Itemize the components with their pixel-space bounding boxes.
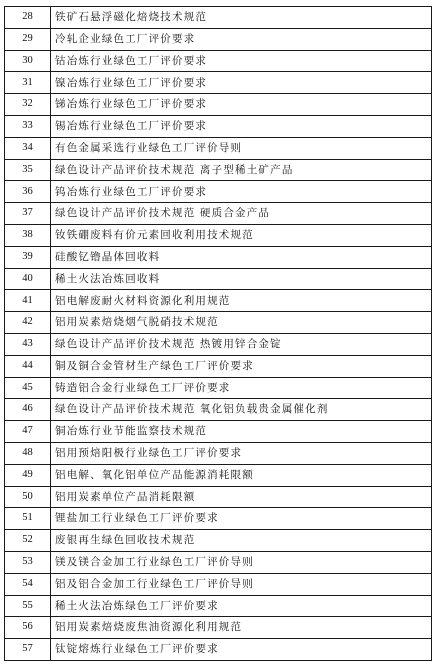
standard-name: 铝用炭素单位产品消耗限额	[51, 486, 432, 508]
row-number: 35	[5, 159, 51, 181]
row-number: 56	[5, 617, 51, 639]
standard-name: 锑冶炼行业绿色工厂评价要求	[51, 94, 432, 116]
table-row	[5, 7, 432, 29]
table-row	[5, 464, 432, 486]
standards-table	[4, 6, 432, 661]
standard-name: 钕铁硼废料有价元素回收利用技术规范	[51, 224, 432, 246]
table-row	[5, 595, 432, 617]
table-row	[5, 290, 432, 312]
table-row	[5, 137, 432, 159]
row-number: 51	[5, 508, 51, 530]
row-number: 37	[5, 203, 51, 225]
row-number: 47	[5, 421, 51, 443]
row-number: 46	[5, 399, 51, 421]
row-number: 44	[5, 355, 51, 377]
row-number: 49	[5, 464, 51, 486]
table-row	[5, 181, 432, 203]
table-row	[5, 312, 432, 334]
row-number: 28	[5, 7, 51, 29]
row-number: 39	[5, 246, 51, 268]
standard-name: 钴冶炼行业绿色工厂评价要求	[51, 50, 432, 72]
row-number: 54	[5, 573, 51, 595]
row-number: 29	[5, 28, 51, 50]
row-number: 31	[5, 72, 51, 94]
standard-name: 有色金属采选行业绿色工厂评价导则	[51, 137, 432, 159]
table-row	[5, 50, 432, 72]
standard-name: 铸造铝合金行业绿色工厂评价要求	[51, 377, 432, 399]
standard-name: 铝用炭素焙烧废焦油资源化利用规范	[51, 617, 432, 639]
standard-name: 稀土火法冶炼回收料	[51, 268, 432, 290]
row-number: 57	[5, 639, 51, 661]
table-row	[5, 355, 432, 377]
row-number: 52	[5, 530, 51, 552]
standard-name: 绿色设计产品评价技术规范 热镀用锌合金锭	[51, 333, 432, 355]
row-number: 43	[5, 333, 51, 355]
row-number: 33	[5, 115, 51, 137]
standard-name: 铝及铝合金加工行业绿色工厂评价导则	[51, 573, 432, 595]
table-row	[5, 421, 432, 443]
row-number: 30	[5, 50, 51, 72]
table-row	[5, 28, 432, 50]
table-row	[5, 72, 432, 94]
row-number: 53	[5, 551, 51, 573]
row-number: 50	[5, 486, 51, 508]
table-row	[5, 617, 432, 639]
standard-name: 铝用炭素焙烧烟气脱硝技术规范	[51, 312, 432, 334]
table-row	[5, 159, 432, 181]
standard-name: 钛锭熔炼行业绿色工厂评价要求	[51, 639, 432, 661]
standard-name: 锡冶炼行业绿色工厂评价要求	[51, 115, 432, 137]
row-number: 42	[5, 312, 51, 334]
standard-name: 铝用预焙阳极行业绿色工厂评价要求	[51, 442, 432, 464]
table-row	[5, 573, 432, 595]
row-number: 41	[5, 290, 51, 312]
row-number: 34	[5, 137, 51, 159]
standard-name: 稀土火法冶炼绿色工厂评价要求	[51, 595, 432, 617]
table-row	[5, 639, 432, 661]
table-row	[5, 551, 432, 573]
row-number: 55	[5, 595, 51, 617]
table-row	[5, 268, 432, 290]
table-row	[5, 246, 432, 268]
table-row	[5, 333, 432, 355]
standard-name: 铜冶炼行业节能监察技术规范	[51, 421, 432, 443]
row-number: 40	[5, 268, 51, 290]
standard-name: 铜及铜合金管材生产绿色工厂评价要求	[51, 355, 432, 377]
standard-name: 废银再生绿色回收技术规范	[51, 530, 432, 552]
standard-name: 铁矿石悬浮磁化焙烧技术规范	[51, 7, 432, 29]
table-row	[5, 115, 432, 137]
table-row	[5, 203, 432, 225]
standards-table-body	[5, 7, 432, 661]
standard-name: 硅酸钇镥晶体回收料	[51, 246, 432, 268]
standard-name: 绿色设计产品评价技术规范 离子型稀土矿产品	[51, 159, 432, 181]
standard-name: 锂盐加工行业绿色工厂评价要求	[51, 508, 432, 530]
table-row	[5, 224, 432, 246]
row-number: 48	[5, 442, 51, 464]
table-row	[5, 530, 432, 552]
table-row	[5, 377, 432, 399]
standard-name: 铝电解废耐火材料资源化利用规范	[51, 290, 432, 312]
table-row	[5, 508, 432, 530]
row-number: 32	[5, 94, 51, 116]
standard-name: 钨冶炼行业绿色工厂评价要求	[51, 181, 432, 203]
standard-name: 绿色设计产品评价技术规范 硬质合金产品	[51, 203, 432, 225]
table-row	[5, 486, 432, 508]
row-number: 36	[5, 181, 51, 203]
standard-name: 镁及镁合金加工行业绿色工厂评价导则	[51, 551, 432, 573]
standard-name: 冷轧企业绿色工厂评价要求	[51, 28, 432, 50]
table-row	[5, 442, 432, 464]
standard-name: 镍冶炼行业绿色工厂评价要求	[51, 72, 432, 94]
table-row	[5, 94, 432, 116]
row-number: 45	[5, 377, 51, 399]
standard-name: 绿色设计产品评价技术规范 氧化铝负载贵金属催化剂	[51, 399, 432, 421]
standard-name: 铝电解、氧化铝单位产品能源消耗限额	[51, 464, 432, 486]
row-number: 38	[5, 224, 51, 246]
table-row	[5, 399, 432, 421]
